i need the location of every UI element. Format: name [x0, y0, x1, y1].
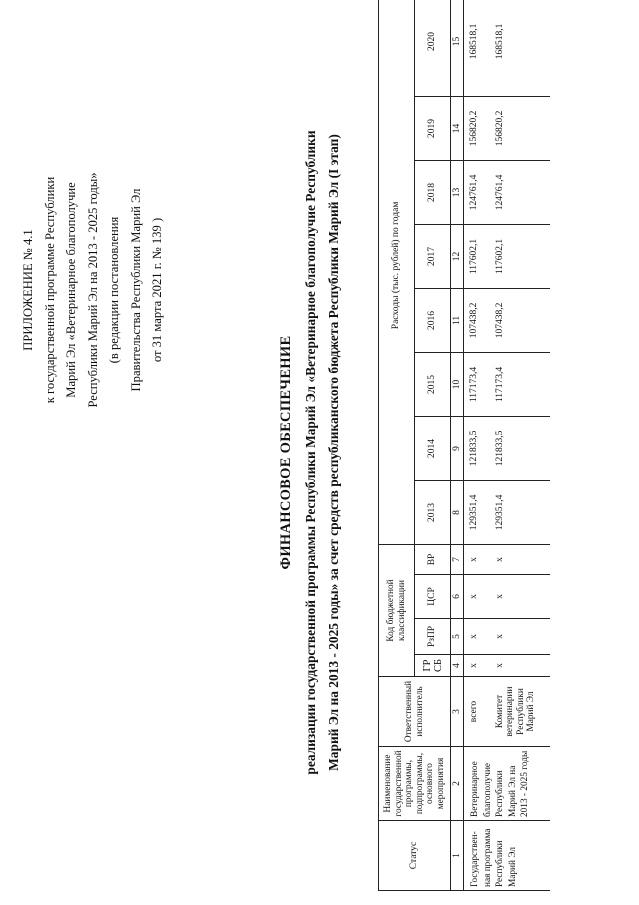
header-year: 2013 — [415, 480, 451, 544]
header-vr: ВР — [415, 544, 451, 574]
table-header-row — [379, 0, 415, 891]
row-vr: x — [492, 544, 550, 574]
row-grsb: x — [492, 655, 550, 677]
column-number: 14 — [451, 96, 464, 160]
row-value: 117602,1 — [492, 224, 550, 288]
row-executor: всего — [464, 677, 492, 747]
header-status: Статус — [379, 821, 451, 891]
appendix-line: Марий Эл «Ветеринарное благополучие — [64, 182, 78, 398]
column-number: 11 — [451, 288, 464, 352]
header-executor: Ответственный исполнитель — [379, 677, 451, 747]
row-executor: Комитет ветеринарии Республики Марий Эл — [492, 677, 550, 747]
row-grsb: x — [464, 655, 492, 677]
column-number: 10 — [451, 352, 464, 416]
appendix-header — [18, 125, 169, 455]
header-year: 2015 — [415, 352, 451, 416]
header-year: 2020 — [415, 0, 451, 96]
header-expenses: Расходы (тыс. рублей) по годам — [379, 0, 415, 544]
header-name: Наименование государственной программы, подпрограммы, основного мероприятия — [379, 747, 451, 821]
row-value: 117602,1 — [464, 224, 492, 288]
header-year: 2019 — [415, 96, 451, 160]
column-number: 2 — [451, 747, 464, 821]
header-csr: ЦСР — [415, 575, 451, 619]
row-rzpr: x — [464, 619, 492, 655]
row-value: 168518,1 — [492, 0, 550, 96]
appendix-date-line: от 31 марта 2021 г. № 139 ) — [150, 217, 164, 363]
row-value: 121833,5 — [464, 416, 492, 480]
column-number: 3 — [451, 677, 464, 747]
header-budget-code: Код бюджетной классификации — [379, 544, 415, 676]
row-rzpr: x — [492, 619, 550, 655]
appendix-number: ПРИЛОЖЕНИЕ № 4.1 — [21, 229, 35, 351]
column-number: 5 — [451, 619, 464, 655]
row-vr: x — [464, 544, 492, 574]
appendix-line: к государственной программе Республики — [42, 176, 57, 404]
row-status: Государствен-ная программа Республики Марий Эл — [464, 821, 550, 891]
header-rzpr: РзПР — [415, 619, 451, 655]
appendix-line: (в редакции постановления — [107, 216, 121, 364]
column-number: 4 — [451, 655, 464, 677]
document-subtitle-line-1: реализации государственной программы Республики Марий Эл «Ветеринарное благополучие Республики — [303, 130, 318, 775]
row-value: 129351,4 — [492, 480, 550, 544]
appendix-line: Правительства Республики Марий Эл — [128, 188, 143, 392]
column-number-row — [451, 0, 464, 891]
row-value: 107438,2 — [464, 288, 492, 352]
column-number: 15 — [451, 0, 464, 96]
row-value: 107438,2 — [492, 288, 550, 352]
column-number: 1 — [451, 821, 464, 891]
table-row — [464, 0, 492, 891]
row-value: 124761,4 — [464, 160, 492, 224]
header-year: 2018 — [415, 160, 451, 224]
financing-table — [378, 0, 550, 891]
row-value: 156820,2 — [492, 96, 550, 160]
row-value: 129351,4 — [464, 480, 492, 544]
header-grsb: ГР СБ — [415, 655, 451, 677]
column-number: 12 — [451, 224, 464, 288]
row-csr: x — [492, 575, 550, 619]
row-value: 121833,5 — [492, 416, 550, 480]
document-title: ФИНАНСОВОЕ ОБЕСПЕЧЕНИЕ — [278, 335, 294, 570]
row-value: 117173,4 — [464, 352, 492, 416]
column-number: 13 — [451, 160, 464, 224]
row-csr: x — [464, 575, 492, 619]
column-number: 6 — [451, 575, 464, 619]
column-number: 8 — [451, 480, 464, 544]
row-value: 156820,2 — [464, 96, 492, 160]
header-year: 2017 — [415, 224, 451, 288]
column-number: 9 — [451, 416, 464, 480]
row-name: Ветеринарное благополучие Республики Марий Эл на 2013 - 2025 годы — [464, 747, 550, 821]
row-value: 117173,4 — [492, 352, 550, 416]
row-value: 168518,1 — [464, 0, 492, 96]
document-subtitle-line-2: Марий Эл на 2013 - 2025 годы» за счет средств республиканского бюджета Республики Марий Эл (I этап) — [326, 134, 341, 771]
header-year: 2014 — [415, 416, 451, 480]
appendix-line: Республики Марий Эл на 2013 - 2025 годы» — [85, 172, 100, 408]
column-number: 7 — [451, 544, 464, 574]
row-value: 124761,4 — [492, 160, 550, 224]
header-year: 2016 — [415, 288, 451, 352]
